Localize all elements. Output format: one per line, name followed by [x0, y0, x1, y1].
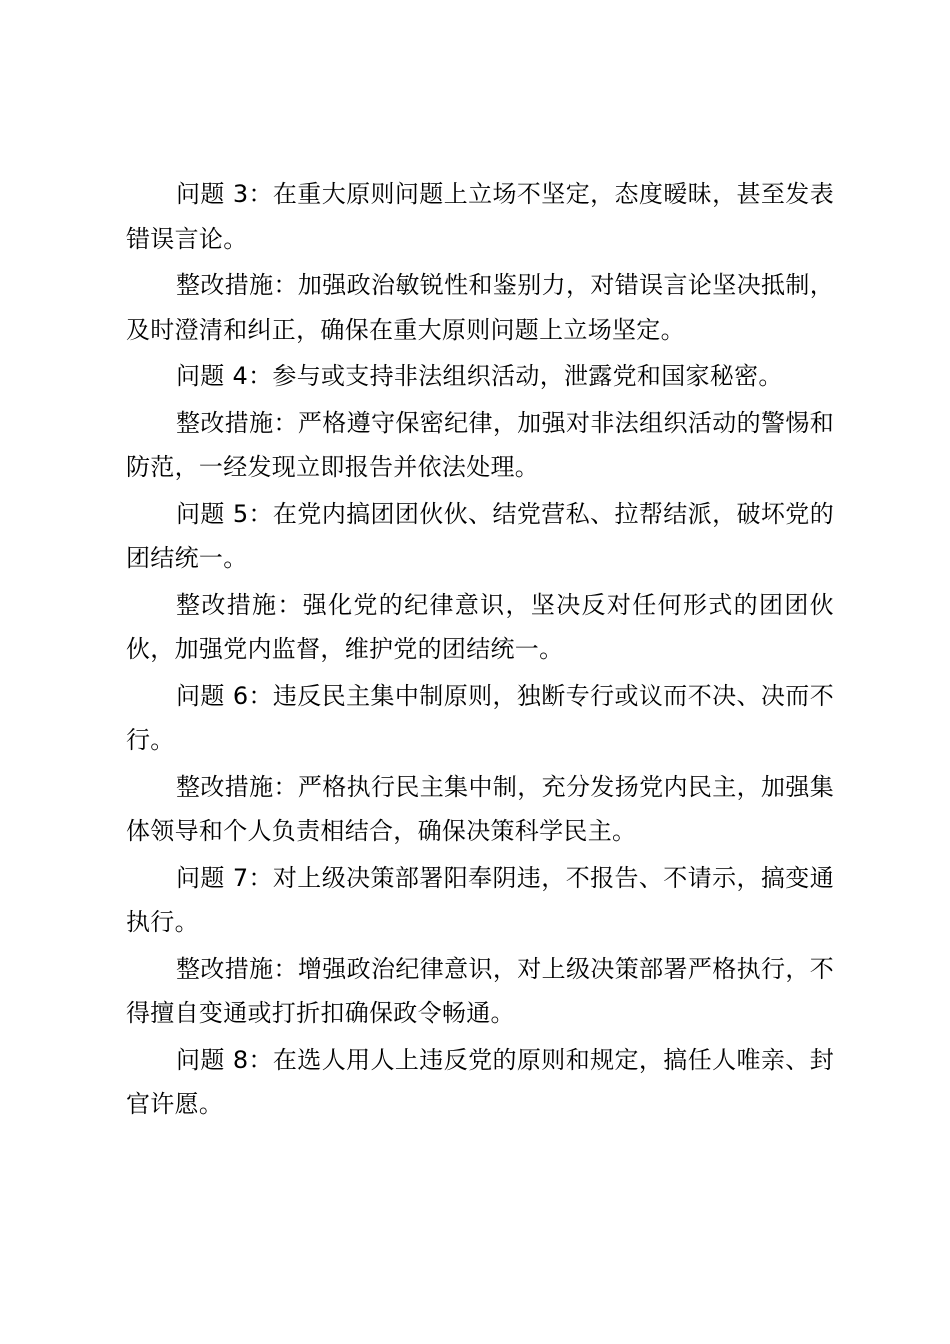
rectification-6-paragraph: 整改措施：严格执行民主集中制，充分发扬党内民主，加强集体领导和个人负责相结合，确保决策科学民主。	[126, 772, 834, 845]
problem-5-paragraph: 问题 5：在党内搞团团伙伙、结党营私、拉帮结派，破坏党的团结统一。	[126, 499, 834, 572]
problem-4-paragraph: 问题 4：参与或支持非法组织活动，泄露党和国家秘密。	[176, 362, 783, 390]
rectification-3-paragraph: 整改措施：加强政治敏锐性和鉴别力，对错误言论坚决抵制，及时澄清和纠正，确保在重大原则问题上立场坚定。	[126, 271, 834, 344]
rectification-5-paragraph: 整改措施：强化党的纪律意识，坚决反对任何形式的团团伙伙，加强党内监督，维护党的团结统一。	[126, 590, 834, 663]
document-body	[126, 172, 834, 1129]
rectification-4-paragraph: 整改措施：严格遵守保密纪律，加强对非法组织活动的警惕和防范，一经发现立即报告并依法处理。	[126, 408, 834, 481]
problem-7-paragraph: 问题 7：对上级决策部署阳奉阴违，不报告、不请示，搞变通执行。	[126, 863, 834, 936]
problem-8-paragraph: 问题 8：在选人用人上违反党的原则和规定，搞任人唯亲、封官许愿。	[126, 1045, 834, 1118]
problem-3-paragraph: 问题 3：在重大原则问题上立场不坚定，态度暧昧，甚至发表错误言论。	[126, 180, 834, 253]
problem-6-paragraph: 问题 6：违反民主集中制原则，独断专行或议而不决、决而不行。	[126, 681, 834, 754]
rectification-7-paragraph: 整改措施：增强政治纪律意识，对上级决策部署严格执行，不得擅自变通或打折扣确保政令畅通。	[126, 954, 834, 1027]
